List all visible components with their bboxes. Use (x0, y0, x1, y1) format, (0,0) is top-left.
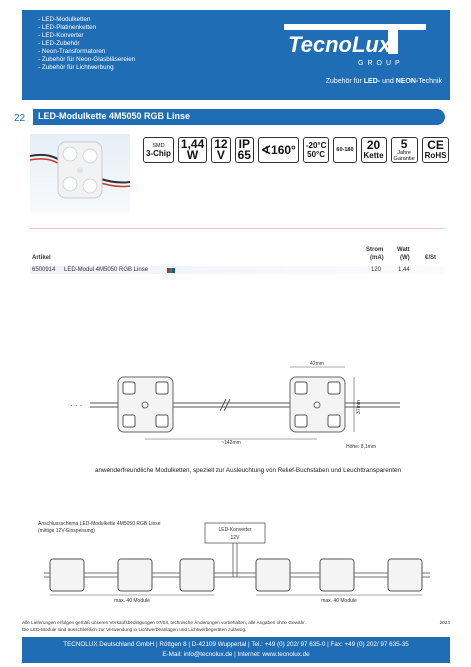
row-article-id: 6500914 (32, 267, 56, 273)
dimension-spacing: ~142mm (221, 440, 241, 446)
logo-wordmark: TecnoLux (288, 32, 392, 57)
page-title: LED-Modulkette 4M5050 RGB Linse (38, 111, 191, 121)
company-address: TECNOLUX Deutschland GmbH | Röttgen 8 | D-42109 Wuppertal | Tel.: +49 (0) 202/ 97 635-0 | Fax: +49 (0) 202/ 97 635-35 (63, 641, 409, 648)
max-modules-right: max. 40 Module (321, 598, 357, 604)
badge-warranty: 5 Jahre Garantie (391, 137, 418, 163)
converter-voltage: 12V (230, 535, 240, 541)
badge-spacing: 60-180 (333, 137, 356, 163)
badge-certification: CE RoHS (422, 137, 450, 163)
title-bar (33, 109, 445, 125)
company-contact: E-Mail: info@tecnolux.de | Internet: www.tecnolux.de (162, 651, 310, 658)
category-item: - LED-Konverter (38, 32, 135, 40)
page-footer (22, 637, 450, 663)
max-modules-left: max. 40 Module (114, 598, 150, 604)
category-item: - Zubehör für Neon-Glasbläsereien (38, 56, 135, 64)
spec-badges (143, 137, 449, 163)
converter-label: LED-Konverter (218, 527, 252, 533)
logo-group: GROUP (358, 60, 404, 67)
column-current-unit: (mA) (370, 255, 384, 261)
article-table (30, 228, 444, 280)
wiring-diagram (30, 515, 444, 615)
wiring-subtitle: (mittige 12V-Einspeisung) (38, 528, 95, 534)
badge-volt: 12 V (211, 137, 230, 163)
tagline: Zubehör für LED- und NEON-Technik (325, 78, 442, 85)
footnote-line: Die LED-Module sind ausschließlich zur Verwendung in Lichtwerbeanlagen und Lichtwerbegeräten zulässig. (22, 627, 247, 632)
product-photo (30, 134, 130, 214)
column-price: €/St (425, 255, 437, 261)
page-number: 22 (14, 113, 26, 124)
category-item: - LED-Zubehör (38, 40, 135, 48)
product-description: anwenderfreundliche Modulketten, speziell zur Ausleuchtung von Relief-Buchstaben und Leuchttransparenten (95, 467, 401, 474)
footnote (22, 619, 450, 633)
wiring-modules (50, 559, 422, 591)
wiring-title: Anschlussschema LED-Modulkette 4M5050 RGB Linse (38, 521, 161, 527)
badge-ip: IP 65 (235, 137, 254, 163)
category-item: - LED-Platinenketten (38, 24, 135, 32)
badge-angle: ∢160° (258, 137, 299, 163)
rgb-color-swatch (167, 268, 175, 273)
dimension-width: 42mm (310, 361, 324, 367)
row-current: 120 (371, 267, 382, 273)
row-article-name: LED-Modul 4M5050 RGB Linse (64, 267, 149, 273)
led-module-right (290, 377, 345, 432)
column-watt-unit: (W) (400, 255, 410, 261)
column-current: Strom (366, 247, 384, 253)
row-watt: 1,44 (398, 267, 410, 273)
footnote-line: Alle Lieferungen erfolgen gemäß unseren Verkaufsbedingungen 07/03, technische Änderungen vorbehalten, alle Angaben ohne Gewähr. (22, 620, 306, 625)
badge-temperature: -20°C 50°C (303, 137, 330, 163)
badge-smd: SMD 3-Chip (143, 137, 174, 163)
dimension-depth: Höhe: 8,1mm (346, 444, 377, 450)
tecnolux-logo (280, 20, 430, 68)
category-item: - Neon-Transformatoren (38, 48, 135, 56)
footnote-year: 2023 (439, 620, 450, 625)
dimension-height: 37mm (356, 400, 362, 414)
page-header (22, 10, 450, 100)
column-watt: Watt (397, 247, 410, 253)
category-item: - Zubehör für Lichtwerbung (38, 64, 135, 72)
chain-continuation-dots: · · · (70, 401, 83, 410)
led-module-left (118, 377, 173, 432)
column-article: Artikel (32, 255, 51, 261)
product-category-list (38, 16, 135, 72)
dimension-diagram (30, 355, 444, 455)
badge-chain: 20 Kette (361, 137, 387, 163)
category-item: - LED-Modulketten (38, 16, 135, 24)
badge-watt: 1,44 W (178, 137, 207, 163)
